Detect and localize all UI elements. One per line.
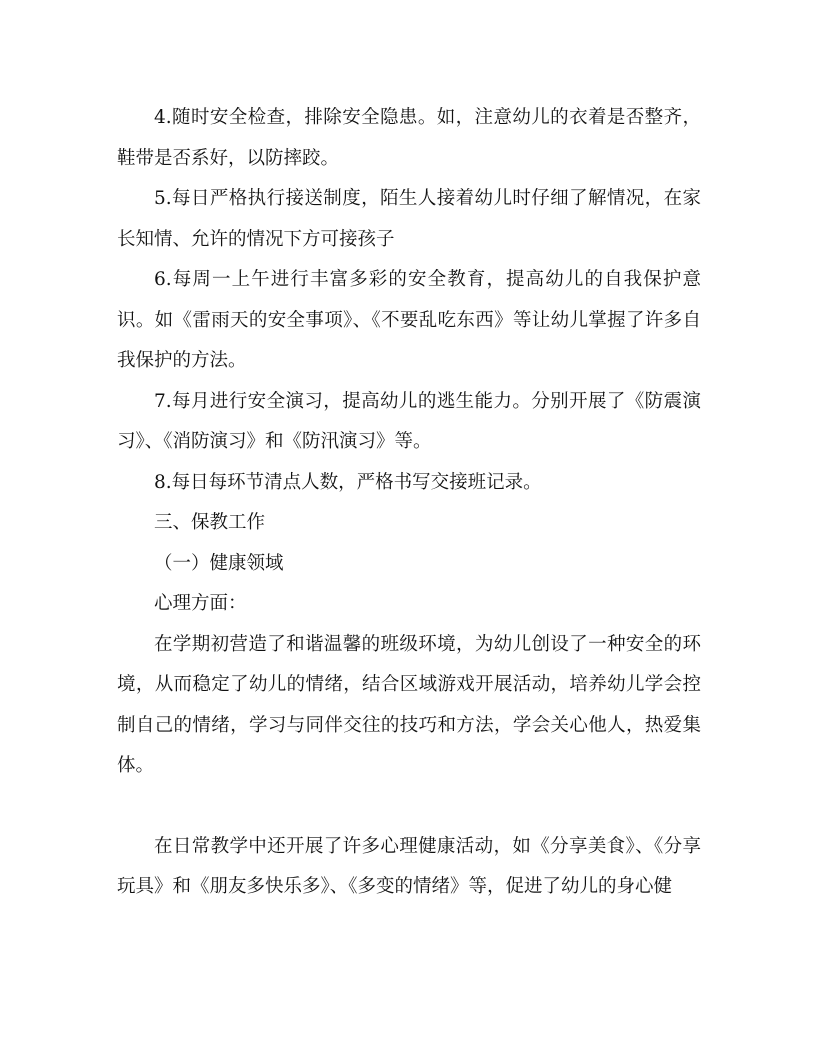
subheading-psychology: 心理方面：: [154, 593, 247, 614]
paragraph-headcount: 8.每日每环节清点人数，严格书写交接班记录。: [154, 471, 542, 493]
paragraph-safety-drill: 7.每月进行安全演习，提高幼儿的逃生能力。分别开展了《防震演习》、《消防演习》和《防汛演习》等。: [117, 390, 701, 452]
document-body: [117, 98, 701, 908]
paragraph-pickup-system: 5.每日严格执行接送制度，陌生人接着幼儿时仔细了解情况，在家长知情、允许的情况下方可接孩子: [117, 188, 701, 250]
paragraph-safety-education: 6.每周一上午进行丰富多彩的安全教育，提高幼儿的自我保护意识。如《雷雨天的安全事项》、《不要乱吃东西》等让幼儿掌握了许多自我保护的方法。: [117, 269, 701, 371]
paragraph-class-environment: 在学期初营造了和谐温馨的班级环境，为幼儿创设了一种安全的环境，从而稳定了幼儿的情绪，结合区域游戏开展活动，培养幼儿学会控制自己的情绪，学习与同伴交往的技巧和方法，学会关心他人，热爱集体。: [117, 633, 701, 776]
paragraph-safety-check: 4.随时安全检查，排除安全隐患。如，注意幼儿的衣着是否整齐，鞋带是否系好，以防摔跤。: [117, 107, 701, 169]
section-heading-care-education: 三、保教工作: [154, 512, 266, 533]
subsection-heading-health: （一）健康领域: [154, 552, 284, 574]
paragraph-mental-health-activities: 在日常教学中还开展了许多心理健康活动，如《分享美食》、《分享玩具》和《朋友多快乐多》、《多变的情绪》等，促进了幼儿的身心健: [117, 835, 701, 897]
